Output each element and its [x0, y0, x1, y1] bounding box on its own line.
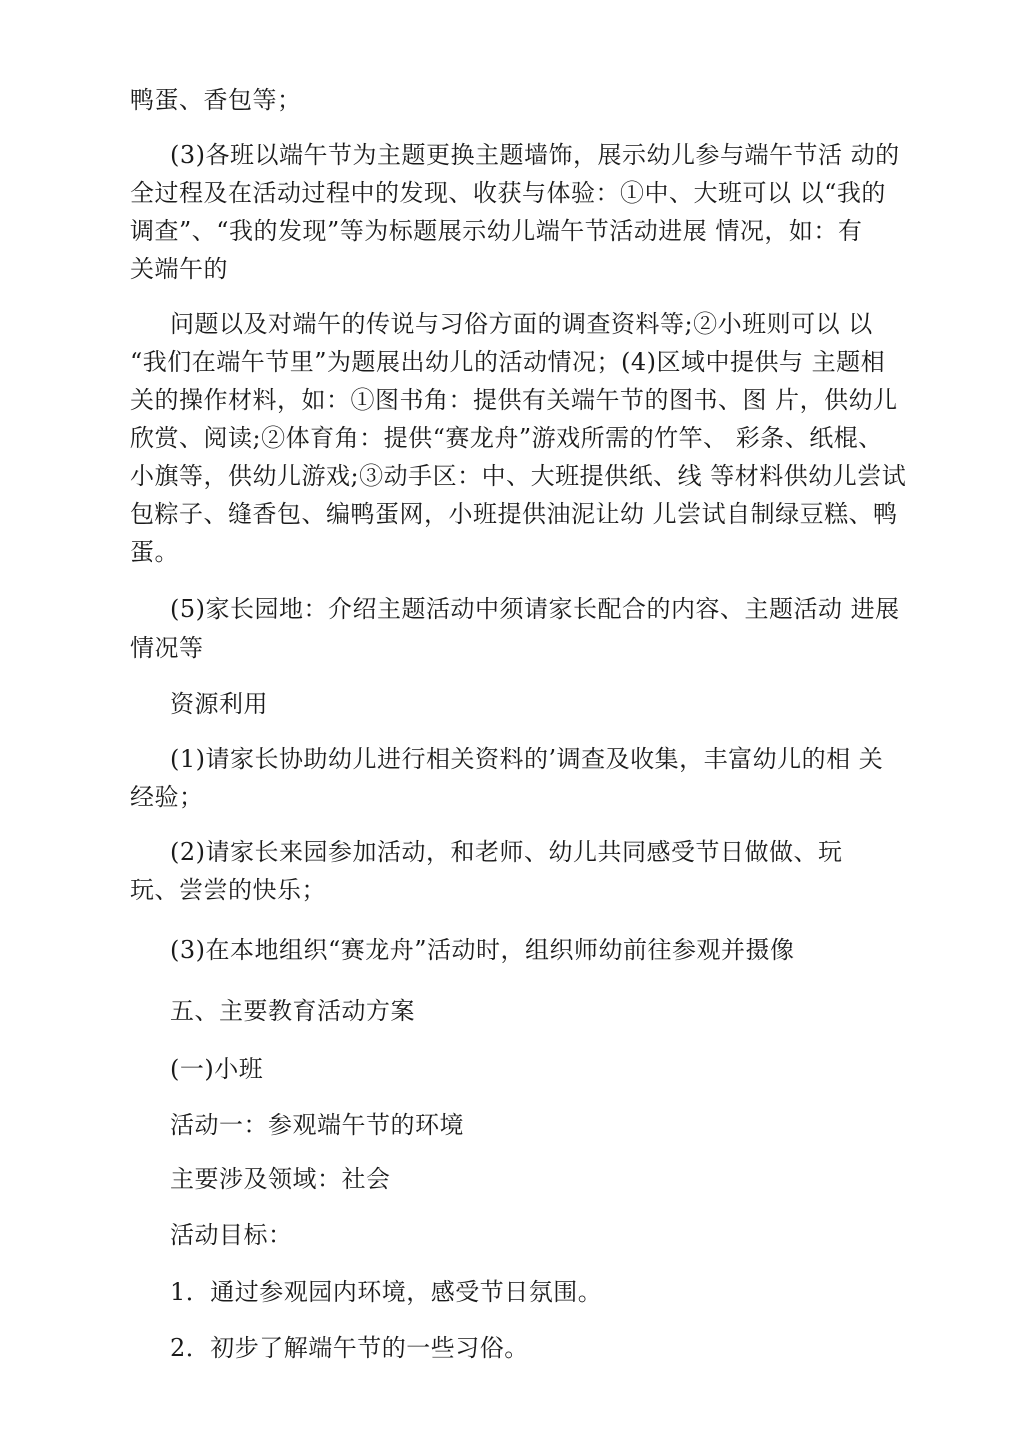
- text-line: (5)家长园地：介绍主题活动中须请家长配合的内容、主题活动 进展: [170, 595, 900, 623]
- text-line: 活动一：参观端午节的环境: [170, 1111, 464, 1139]
- section-heading: 资源利用: [170, 690, 268, 718]
- text-line: 蛋。: [130, 538, 179, 566]
- text-line: 活动目标：: [170, 1221, 293, 1249]
- list-item: 2．初步了解端午节的一些习俗。: [170, 1334, 529, 1362]
- text-line: 经验；: [130, 783, 204, 811]
- text-line: (2)请家长来园参加活动，和老师、幼儿共同感受节日做做、玩: [170, 838, 843, 866]
- section-heading: 五、主要教育活动方案: [170, 997, 415, 1025]
- text-line: 鸭蛋、香包等；: [130, 86, 302, 114]
- sub-heading: (一)小班: [170, 1055, 264, 1083]
- text-line: 问题以及对端午的传说与习俗方面的调查资料等;②小班则可以 以: [170, 310, 873, 338]
- text-line: 情况等: [130, 634, 204, 662]
- text-line: 欣赏、阅读;②体育角：提供“赛龙舟”游戏所需的竹竿、 彩条、纸棍、: [130, 424, 883, 452]
- text-line: (3)在本地组织“赛龙舟”活动时，组织师幼前往参观并摄像: [170, 936, 795, 964]
- text-line: 全过程及在活动过程中的发现、收获与体验：①中、大班可以 以“我的: [130, 179, 886, 207]
- text-line: “我们在端午节里”为题展出幼儿的活动情况；(4)区域中提供与 主题相: [130, 348, 886, 376]
- text-line: 关端午的: [130, 255, 228, 283]
- text-line: (1)请家长协助幼儿进行相关资料的’调查及收集，丰富幼儿的相 关: [170, 745, 884, 773]
- list-item: 1．通过参观园内环境，感受节日氛围。: [170, 1278, 603, 1306]
- text-line: 小旗等，供幼儿游戏;③动手区：中、大班提供纸、线 等材料供幼儿尝试: [130, 462, 907, 490]
- text-line: 包粽子、缝香包、编鸭蛋网，小班提供油泥让幼 儿尝试自制绿豆糕、鸭: [130, 500, 898, 528]
- text-line: 关的操作材料，如：①图书角：提供有关端午节的图书、图 片，供幼儿: [130, 386, 898, 414]
- text-line: 调查”、“我的发现”等为标题展示幼儿端午节活动进展 情况，如：有: [130, 217, 863, 245]
- text-line: 主要涉及领域：社会: [170, 1165, 391, 1193]
- text-line: (3)各班以端午节为主题更换主题墙饰，展示幼儿参与端午节活 动的: [170, 141, 900, 169]
- text-line: 玩、尝尝的快乐；: [130, 876, 326, 904]
